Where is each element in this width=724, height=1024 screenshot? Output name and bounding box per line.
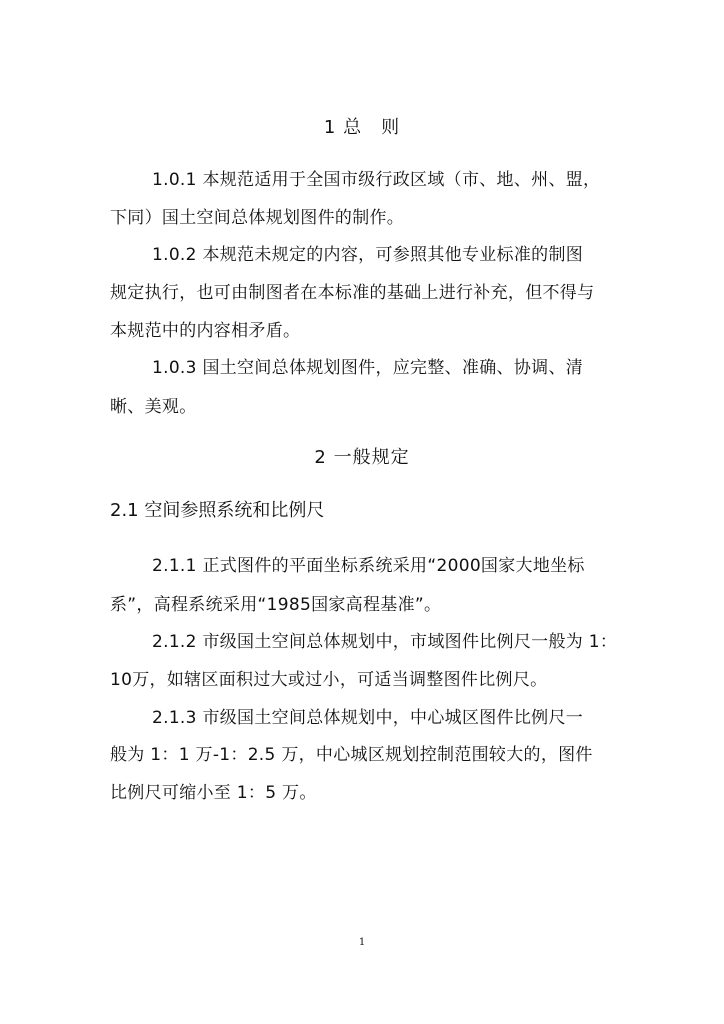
para-1-0-1-line-2: 下同）国土空间总体规划图件的制作。	[110, 208, 405, 228]
para-1-0-1-line-1: 1.0.1 本规范适用于全国市级行政区域（市、地、州、盟，	[152, 170, 601, 190]
para-2-1-1-line-1: 2.1.1 正式图件的平面坐标系统采用“2000国家大地坐标	[152, 556, 585, 576]
para-2-1-2-line-2: 10万，如辖区面积过大或过小，可适当调整图件比例尺。	[110, 670, 548, 690]
para-2-1-2-line-1: 2.1.2 市级国土空间总体规划中，市域图件比例尺一般为 1：	[152, 632, 618, 652]
para-1-0-2-line-1: 1.0.2 本规范未规定的内容，可参照其他专业标准的制图	[152, 245, 584, 265]
para-1-0-2-line-3: 本规范中的内容相矛盾。	[110, 321, 301, 341]
para-1-0-2-line-2: 规定执行，也可由制图者在本标准的基础上进行补充，但不得与	[110, 283, 595, 303]
section-2-1-heading: 2.1 空间参照系统和比例尺	[110, 500, 325, 521]
page-number: 1	[358, 937, 366, 948]
para-2-1-3-line-2: 般为 1：1 万-1：2.5 万，中心城区规划控制范围较大的，图件	[110, 745, 593, 765]
para-1-0-3-line-1: 1.0.3 国土空间总体规划图件，应完整、准确、协调、清	[152, 358, 584, 378]
chapter-2-heading: 2 一般规定	[314, 447, 410, 468]
para-2-1-1-line-2: 系”，高程系统采用“1985国家高程基准”。	[110, 595, 442, 615]
para-2-1-3-line-3: 比例尺可缩小至 1：5 万。	[110, 783, 317, 803]
chapter-1-heading: 1 总 则	[323, 117, 401, 138]
para-1-0-3-line-2: 晰、美观。	[110, 397, 197, 417]
para-2-1-3-line-1: 2.1.3 市级国土空间总体规划中，中心城区图件比例尺一	[152, 708, 584, 728]
